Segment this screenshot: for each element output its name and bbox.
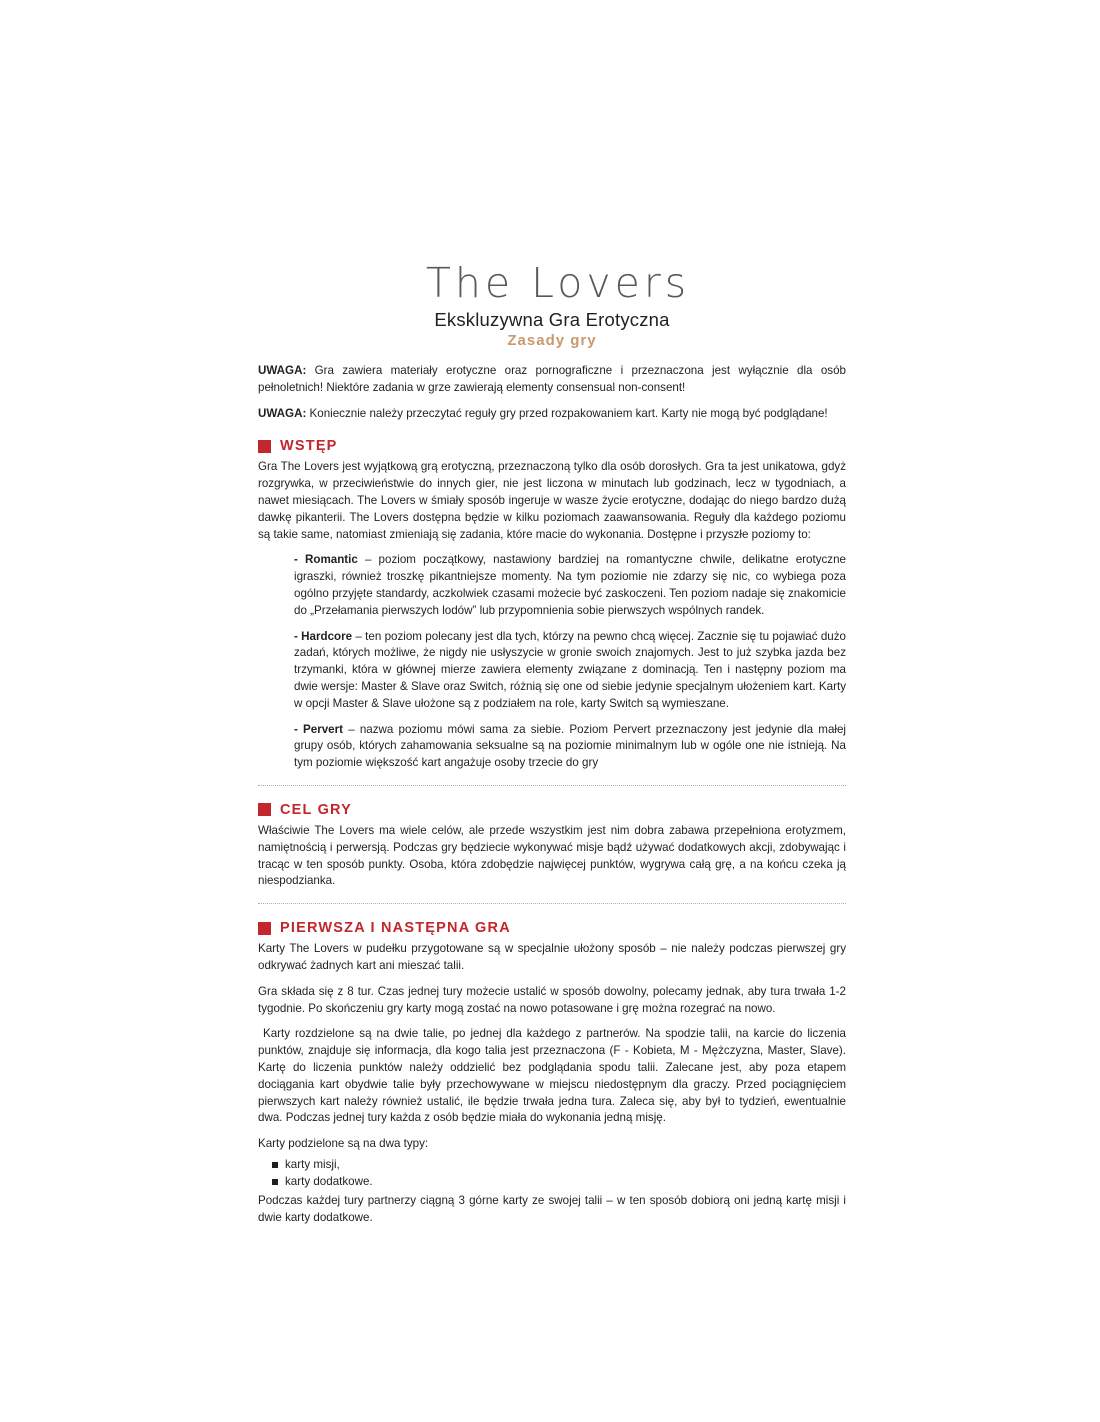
level-name-romantic: - Romantic: [294, 553, 358, 567]
section-heading-cel-gry: [258, 802, 846, 818]
list-item: karty dodatkowe.: [272, 1173, 846, 1190]
warning-label-1: UWAGA:: [258, 364, 307, 378]
level-name-pervert: - Pervert: [294, 722, 344, 736]
section-divider-1: [258, 785, 846, 786]
level-item-hardcore: [258, 629, 846, 713]
page-subtitle: Ekskluzywna Gra Erotyczna: [434, 309, 670, 331]
section-paragraph-cel-gry: Właściwie The Lovers ma wiele celów, ale przede wszystkim jest nim dobra zabawa przepełniona erotyzmem, namiętnością i perwersją. Podczas gry będziecie wykonywać misje bądź używać dodatkowych akcji, zdobywając i tracąc w ten sposób punkty. Osoba, która zdobędzie najwięcej punktów, wygrywa całą grę, a na końcu czeka ją niespodzianka.: [258, 823, 846, 888]
level-text-hardcore: – ten poziom polecany jest dla tych, którzy na pewno chcą więcej. Zacznie się tu pojawiać dużo zadań, których możliwe, że nigdy nie usłyszycie w gronie swoich znajomych. Jest to już szybka jazda bez trzymanki, która w głównej mierze zawiera elementy związane z dominacją. Ten i następny poziom ma dwie wersje: Master & Slave oraz Switch, różnią się one od siebie jedynie specjalnym ułożeniem kart. Karty w opcji Master & Slave ułożone są z podziałem na role, karty Switch są wymieszane.: [294, 629, 846, 710]
section-title-wstep: WSTĘP: [280, 438, 338, 455]
section-intro-wstep: Gra The Lovers jest wyjątkową grą erotyczną, przeznaczoną tylko dla osób dorosłych. Gra ta jest unikatowa, gdyż rozgrywka, w przeciwieństwie do innych gier, nie jest liczona w minutach lub godzinach, lecz w tygodniach, a nawet miesiącach. The Lovers w śmiały sposób ingeruje w wasze życie erotyczne, dodając do niego bardzo dużą dawkę pikanterii. The Lovers dostępna będzie w kilku poziomach zaawansowania. Reguły dla każdego poziomu są takie same, natomiast zmieniają się zadania, które macie do wykonania. Dostępne i przyszłe poziomy to:: [258, 460, 846, 541]
warning-label-2: UWAGA:: [258, 406, 307, 420]
section-paragraph-pierwsza-1: Karty The Lovers w pudełku przygotowane są w specjalnie ułożony sposób – nie należy podczas pierwszej gry odkrywać żadnych kart ani mieszać talii.: [258, 942, 846, 972]
section-paragraph-pierwsza-3: Karty rozdzielone są na dwie talie, po jednej dla każdego z partnerów. Na spodzie talii, na karcie do liczenia punktów, znajduje się informacja, dla kogo talia jest przeznaczona (F - Kobieta, M - Mężczyzna, Master, Slave). Kartę do liczenia punktów należy oddzielić bez podglądania spodu talii. Zalecane jest, aby poza etapem dociągania kart obydwie talie były przechowywane w miejscu niedostępnym dla graczy. Przed pociągnięciem pierwszych kart należy również ustalić, ile będzie trwała jedna tura. Zaleca się, aby był to tydzień, ewentualnie dwa. Podczas jednej tury każda z osób będzie miała do wykonania jedną misję.: [258, 1027, 846, 1125]
page-title: The Lovers: [425, 259, 691, 307]
level-item-pervert: [258, 722, 846, 772]
document-content: [258, 259, 847, 1235]
title-block: [258, 259, 846, 350]
section-paragraph-pierwsza-2: Gra składa się z 8 tur. Czas jednej tury możecie ustalić w sposób dowolny, polecamy jednak, aby tura trwała 1-2 tygodnie. Po skończeniu gry karty mogą zostać na nowo potasowane i grę można rozegrać na nowo.: [258, 984, 846, 1015]
warning-paragraph-1: [258, 363, 846, 397]
section-title-pierwsza-gra: PIERWSZA I NASTĘPNA GRA: [280, 920, 511, 937]
warning-paragraph-2: [258, 406, 846, 423]
level-text-pervert: – nazwa poziomu mówi sama za siebie. Poziom Pervert przeznaczony jest jedynie dla małej grupy osób, których zahamowania seksualne są na poziomie minimalnym lub w ogóle one nie istnieją. Na tym poziomie większość kart angażuje osoby trzecie do gry: [294, 722, 847, 770]
section-heading-pierwsza-gra: [258, 920, 846, 936]
levels-list: [258, 552, 846, 772]
square-bullet-icon: [258, 803, 271, 816]
level-item-romantic: [258, 552, 846, 619]
list-item: karty misji,: [272, 1156, 846, 1173]
section-heading-wstep: [258, 438, 846, 454]
level-text-romantic: – poziom początkowy, nastawiony bardziej na romantyczne chwile, delikatne erotyczne igraszki, również troszkę pikantniejsze momenty. Na tym poziomie nie zdarzy się nic, co wybiega poza ogólno przyjęte standardy, aczkolwiek czasami możecie być zaskoczeni. Ten poziom nadaje się znakomicie do „Przełamania pierwszych lodów” lub przypomnienia sobie pierwszych wspólnych randek.: [294, 553, 846, 617]
warning-text-1: Gra zawiera materiały erotyczne oraz pornograficzne i przeznaczona jest wyłącznie dla osób pełnoletnich! Niektóre zadania w grze zawierają elementy consensual non-consent!: [258, 364, 846, 394]
card-types-list: [258, 1156, 846, 1191]
section-paragraph-pierwsza-4: Karty podzielone są na dwa typy:: [258, 1137, 429, 1151]
section-divider-2: [258, 903, 846, 904]
section-title-cel-gry: CEL GRY: [280, 801, 353, 818]
square-bullet-icon: [258, 922, 271, 935]
section-closing-pierwsza: Podczas każdej tury partnerzy ciągną 3 górne karty ze swojej talii – w ten sposób dobiorą oni jedną kartę misji i dwie karty dodatkowe.: [258, 1193, 846, 1224]
page-subtitle-secondary: Zasady gry: [507, 332, 597, 350]
level-name-hardcore: - Hardcore: [294, 629, 353, 643]
warning-text-2: Koniecznie należy przeczytać reguły gry przed rozpakowaniem kart. Karty nie mogą być podglądane!: [306, 406, 828, 420]
warning-block-2: [258, 406, 846, 423]
warning-block-1: [258, 363, 846, 397]
square-bullet-icon: [258, 440, 271, 453]
